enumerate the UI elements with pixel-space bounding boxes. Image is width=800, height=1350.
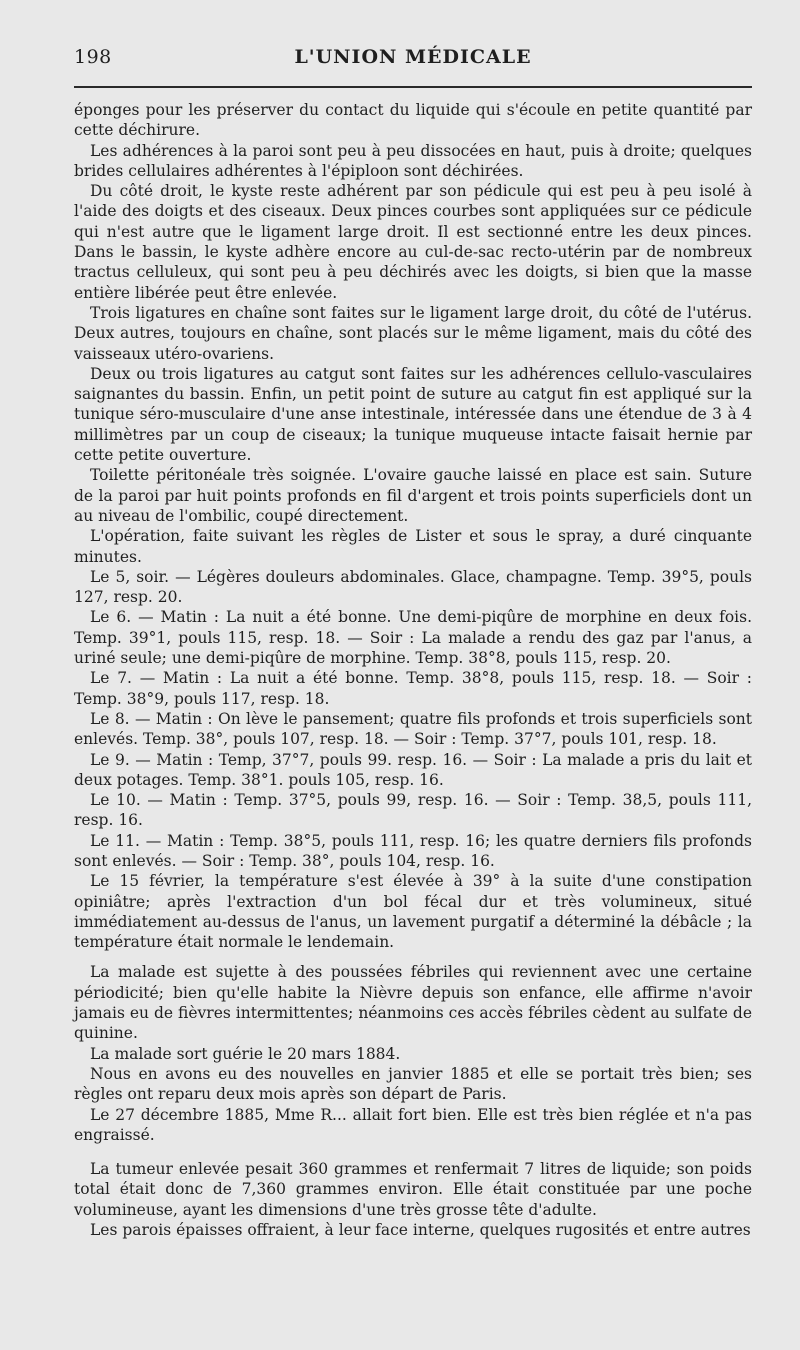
body-text — [74, 100, 752, 1240]
paragraph: La malade sort guérie le 20 mars 1884. — [90, 1044, 401, 1063]
paragraph: Nous en avons eu des nouvelles en janvier 1885 et elle se portait très bien; ses règles ont reparu deux mois après son départ de Paris. — [74, 1064, 752, 1104]
paragraph: Le 15 février, la température s'est élevée à 39° à la suite d'une constipation opiniâtre; après l'extraction d'un bol fécal dur et très volumineux, situé immédiatement au-dessus de l'anus, un lavement purgatif a déterminé la débâcle ; la température était normale le lendemain. — [74, 872, 752, 952]
paragraph: Le 11. — Matin : Temp. 38°5, pouls 111, resp. 16; les quatre derniers fils profonds sont enlevés. — Soir : Temp. 38°, pouls 104, resp. 16. — [74, 831, 752, 870]
page-number: 198 — [74, 46, 112, 68]
paragraph: Du côté droit, le kyste reste adhérent par son pédicule qui est peu à peu isolé à l'aide des doigts et des ciseaux. Deux pinces courbes sont appliquées sur ce pédicule qui n'est autre que le ligament large droit. Il est sectionné entre les deux pinces. Dans le bassin, le kyste adhère encore au cul-de-sac recto-utérin par de nombreux tractus celluleux, qui sont peu à peu déchirés avec les doigts, si bien que la masse entière libérée peut être enlevée. — [74, 182, 752, 302]
paragraph: Les parois épaisses offraient, à leur face interne, quelques rugosités et entre autres — [90, 1221, 751, 1240]
running-title: L'UNION MÉDICALE — [294, 46, 532, 68]
paragraph: Trois ligatures en chaîne sont faites sur le ligament large droit, du côté de l'utérus. Deux autres, toujours en chaîne, sont placés sur le même ligament, mais du côté des vaisseaux utéro-ovariens. — [74, 303, 752, 363]
paragraph: Le 6. — Matin : La nuit a été bonne. Une demi-piqûre de morphine en deux fois. Temp. 39°1, pouls 115, resp. 18. — Soir : La malade a rendu des gaz par l'anus, a uriné seule; une demi-piqûre de morphine. Temp. 38°8, pouls 115, resp. 20. — [74, 608, 752, 668]
paragraph: Le 8. — Matin : On lève le pansement; quatre fils profonds et trois superficiels sont enlevés. Temp. 38°, pouls 107, resp. 18. — Soir : Temp. 37°7, pouls 101, resp. 18. — [74, 709, 752, 749]
paragraph: Le 10. — Matin : Temp. 37°5, pouls 99, resp. 16. — Soir : Temp. 38,5, pouls 111, resp. 16. — [74, 791, 752, 830]
paragraph: Le 9. — Matin : Temp, 37°7, pouls 99. resp. 16. — Soir : La malade a pris du lait et deux potages. Temp. 38°1. pouls 105, resp. 16. — [74, 750, 752, 789]
paragraph: La malade est sujette à des poussées fébriles qui reviennent avec une certaine périodicité; bien qu'elle habite la Nièvre depuis son enfance, elle affirme n'avoir jamais eu de fièvres intermittentes; néanmoins ces accès fébriles cèdent au sulfate de quinine. — [74, 963, 752, 1043]
paragraph: L'opération, faite suivant les règles de Lister et sous le spray, a duré cinquante minutes. — [74, 527, 752, 566]
paragraph: Les adhérences à la paroi sont peu à peu dissocées en haut, puis à droite; quelques brides cellulaires adhérentes à l'épiploon sont déchirées. — [74, 141, 752, 180]
page-header — [74, 46, 752, 88]
paragraph: Toilette péritonéale très soignée. L'ovaire gauche laissé en place est sain. Suture de la paroi par huit points profonds en fil d'argent et trois points superficiels dont un au niveau de l'ombilic, coupé directement. — [74, 466, 752, 525]
paragraph: éponges pour les préserver du contact du liquide qui s'écoule en petite quantité par cette déchirure. — [74, 101, 752, 140]
paragraph: Le 27 décembre 1885, Mme R... allait fort bien. Elle est très bien réglée et n'a pas engraissé. — [74, 1105, 752, 1144]
paragraph: La tumeur enlevée pesait 360 grammes et renfermait 7 litres de liquide; son poids total était donc de 7,360 grammes environ. Elle était constituée par une poche volumineuse, ayant les dimensions d'une très grosse tête d'adulte. — [74, 1160, 752, 1219]
paragraph: Deux ou trois ligatures au catgut sont faites sur les adhérences cellulo-vasculaires saignantes du bassin. Enfin, un petit point de suture au catgut fin est appliqué sur la tunique séro-musculaire d'une anse intestinale, intéressée dans une étendue de 3 à 4 millimètres par un coup de ciseaux; la tunique muqueuse intacte faisait hernie par cette petite ouverture. — [74, 364, 752, 465]
paragraph: Le 7. — Matin : La nuit a été bonne. Temp. 38°8, pouls 115, resp. 18. — Soir : Temp. 38°9, pouls 117, resp. 18. — [74, 669, 752, 708]
paragraph: Le 5, soir. — Légères douleurs abdominales. Glace, champagne. Temp. 39°5, pouls 127, resp. 20. — [74, 567, 752, 607]
